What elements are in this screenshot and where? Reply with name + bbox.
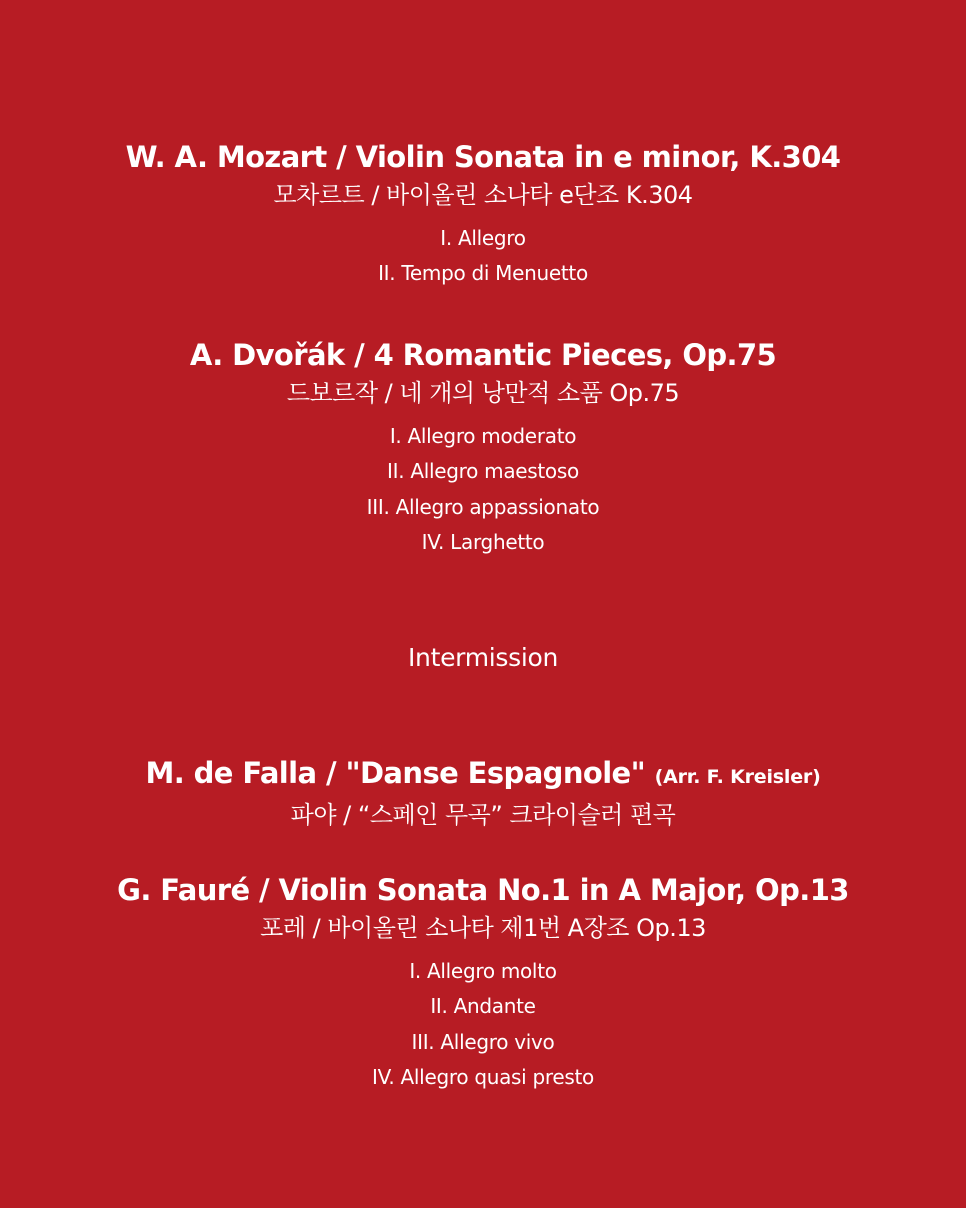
movement-list	[0, 221, 966, 292]
intermission-label: Intermission	[407, 643, 559, 672]
piece-title-korean: 파야 / “스페인 무곡” 크라이슬러 편곡	[290, 801, 676, 829]
piece-title-korean: 모차르트 / 바이올린 소나타 e단조 K.304	[273, 181, 693, 209]
movement-item: II. Allegro maestoso	[387, 459, 579, 484]
movement-item: I. Allegro molto	[409, 959, 557, 983]
movement-item: I. Allegro	[440, 226, 526, 250]
arrangement-note: (Arr. F. Kreisler)	[654, 766, 821, 788]
piece-title: W. A. Mozart / Violin Sonata in e minor, K.304	[125, 140, 841, 174]
movement-item: III. Allegro vivo	[411, 1029, 555, 1054]
movement-item: I. Allegro moderato	[389, 424, 577, 448]
piece-mozart	[0, 137, 966, 292]
piece-faure	[0, 870, 966, 1095]
movement-item: II. Tempo di Menuetto	[378, 261, 588, 286]
movement-item: IV. Allegro quasi presto	[372, 1064, 594, 1089]
piece-title-korean: 포레 / 바이올린 소나타 제1번 A장조 Op.13	[260, 914, 706, 942]
piece-title: A. Dvořák / 4 Romantic Pieces, Op.75	[189, 338, 777, 372]
piece-title-line	[0, 753, 966, 797]
movement-list	[0, 954, 966, 1095]
piece-title: G. Fauré / Violin Sonata No.1 in A Major, Op.13	[117, 873, 849, 907]
piece-falla	[0, 753, 966, 833]
movement-list	[0, 419, 966, 560]
movement-item: II. Andante	[430, 994, 536, 1019]
movement-item: IV. Larghetto	[421, 529, 545, 554]
piece-title-korean: 드보르작 / 네 개의 낭만적 소품 Op.75	[286, 379, 680, 407]
movement-item: III. Allegro appassionato	[366, 494, 600, 519]
piece-title: M. de Falla / "Danse Espagnole"	[145, 756, 646, 790]
piece-dvorak	[0, 335, 966, 560]
